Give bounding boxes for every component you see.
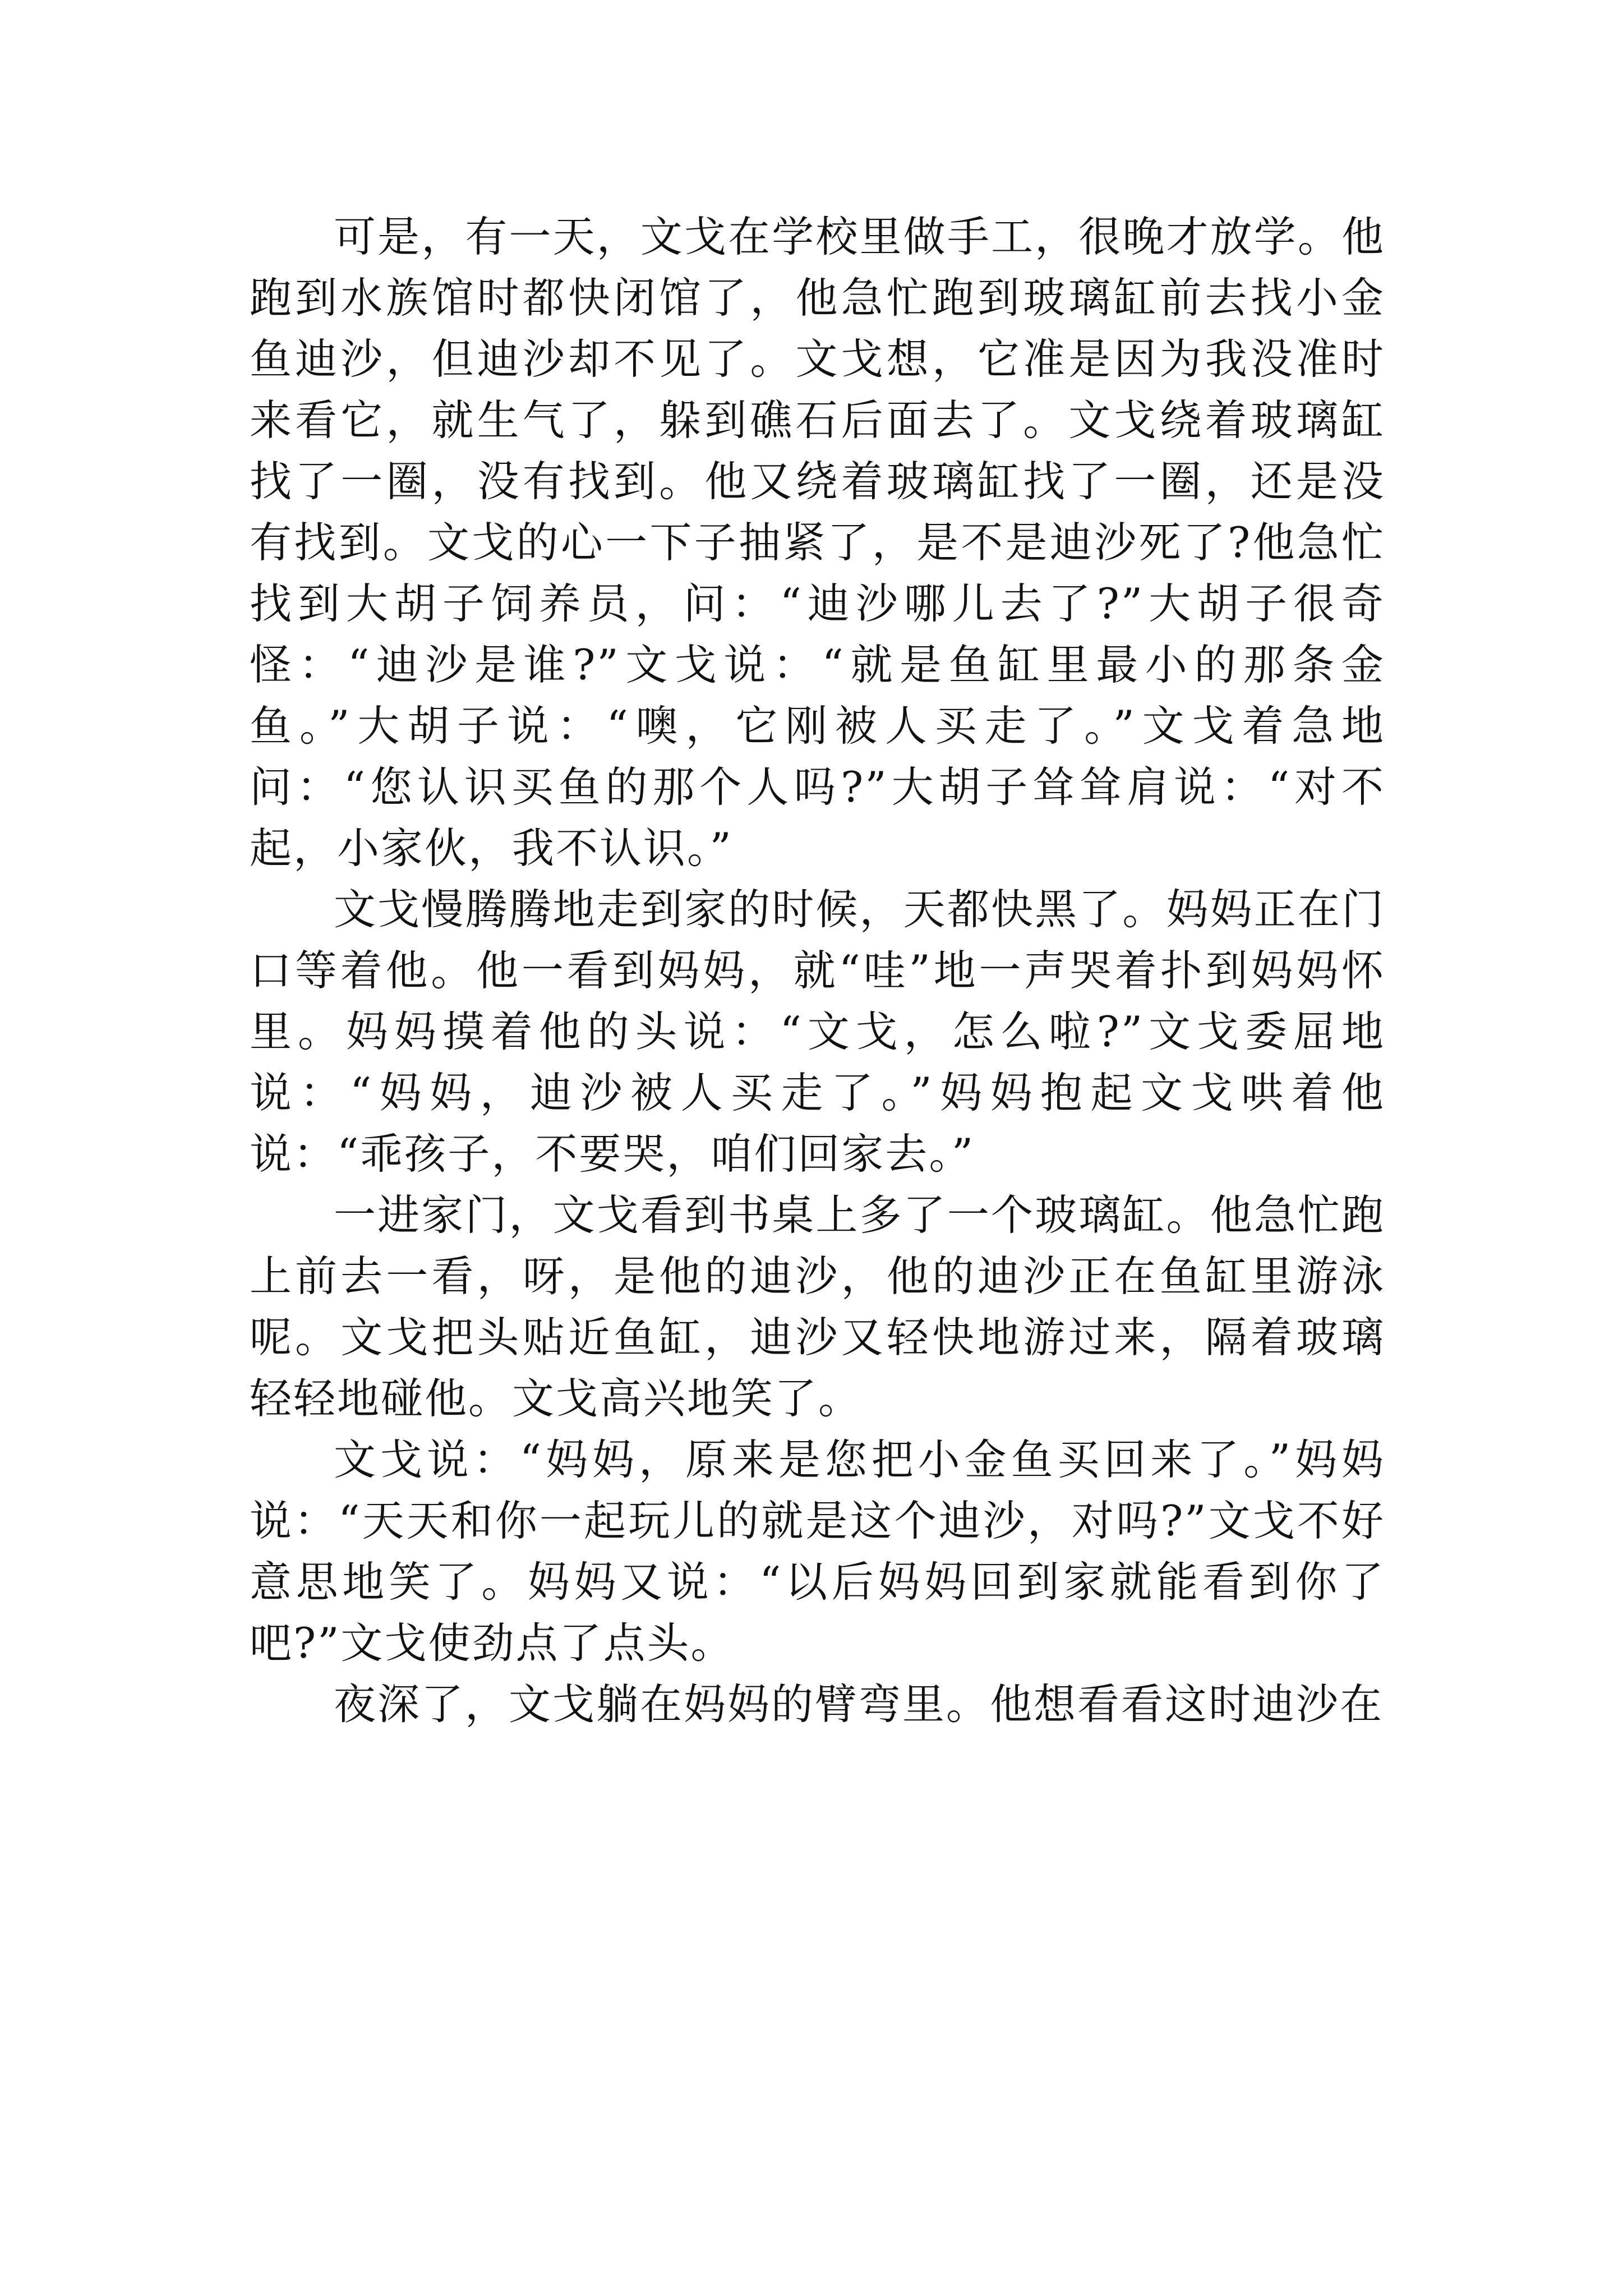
- paragraph-2: 文戈慢腾腾地走到家的时候，天都快黑了。妈妈正在门口等着他。他一看到妈妈，就“哇”地一声哭着扑到妈妈怀里。妈妈摸着他的头说：“文戈，怎么啦?”文戈委屈地说：“妈妈，迪沙被人买走了。”妈妈抱起文戈哄着他说：“乖孩子，不要哭，咱们回家去。”: [250, 885, 1385, 1179]
- paragraph-1: 可是，有一天，文戈在学校里做手工，很晚才放学。他跑到水族馆时都快闭馆了，他急忙跑到玻璃缸前去找小金鱼迪沙，但迪沙却不见了。文戈想，它准是因为我没准时来看它，就生气了，躲到礁石后面去了。文戈绕着玻璃缸找了一圈，没有找到。他又绕着玻璃缸找了一圈，还是没有找到。文戈的心一下子抽紧了，是不是迪沙死了?他急忙找到大胡子饲养员，问：“迪沙哪儿去了?”大胡子很奇怪：“迪沙是谁?”文戈说：“就是鱼缸里最小的那条金鱼。”大胡子说：“噢，它刚被人买走了。”文戈着急地问：“您认识买鱼的那个人吗?”大胡子耸耸肩说：“对不起，小家伙，我不认识。”: [250, 212, 1385, 873]
- paragraph-4: 文戈说：“妈妈，原来是您把小金鱼买回来了。”妈妈说：“天天和你一起玩儿的就是这个迪沙，对吗?”文戈不好意思地笑了。妈妈又说：“以后妈妈回到家就能看到你了吧?”文戈使劲点了点头。: [250, 1435, 1385, 1668]
- paragraph-5: 夜深了，文戈躺在妈妈的臂弯里。他想看看这时迪沙在: [334, 1680, 1384, 1729]
- document-body: [250, 206, 1385, 1735]
- paragraph-3: 一进家门，文戈看到书桌上多了一个玻璃缸。他急忙跑上前去一看，呀，是他的迪沙，他的迪沙正在鱼缸里游泳呢。文戈把头贴近鱼缸，迪沙又轻快地游过来，隔着玻璃轻轻地碰他。文戈高兴地笑了。: [250, 1190, 1385, 1423]
